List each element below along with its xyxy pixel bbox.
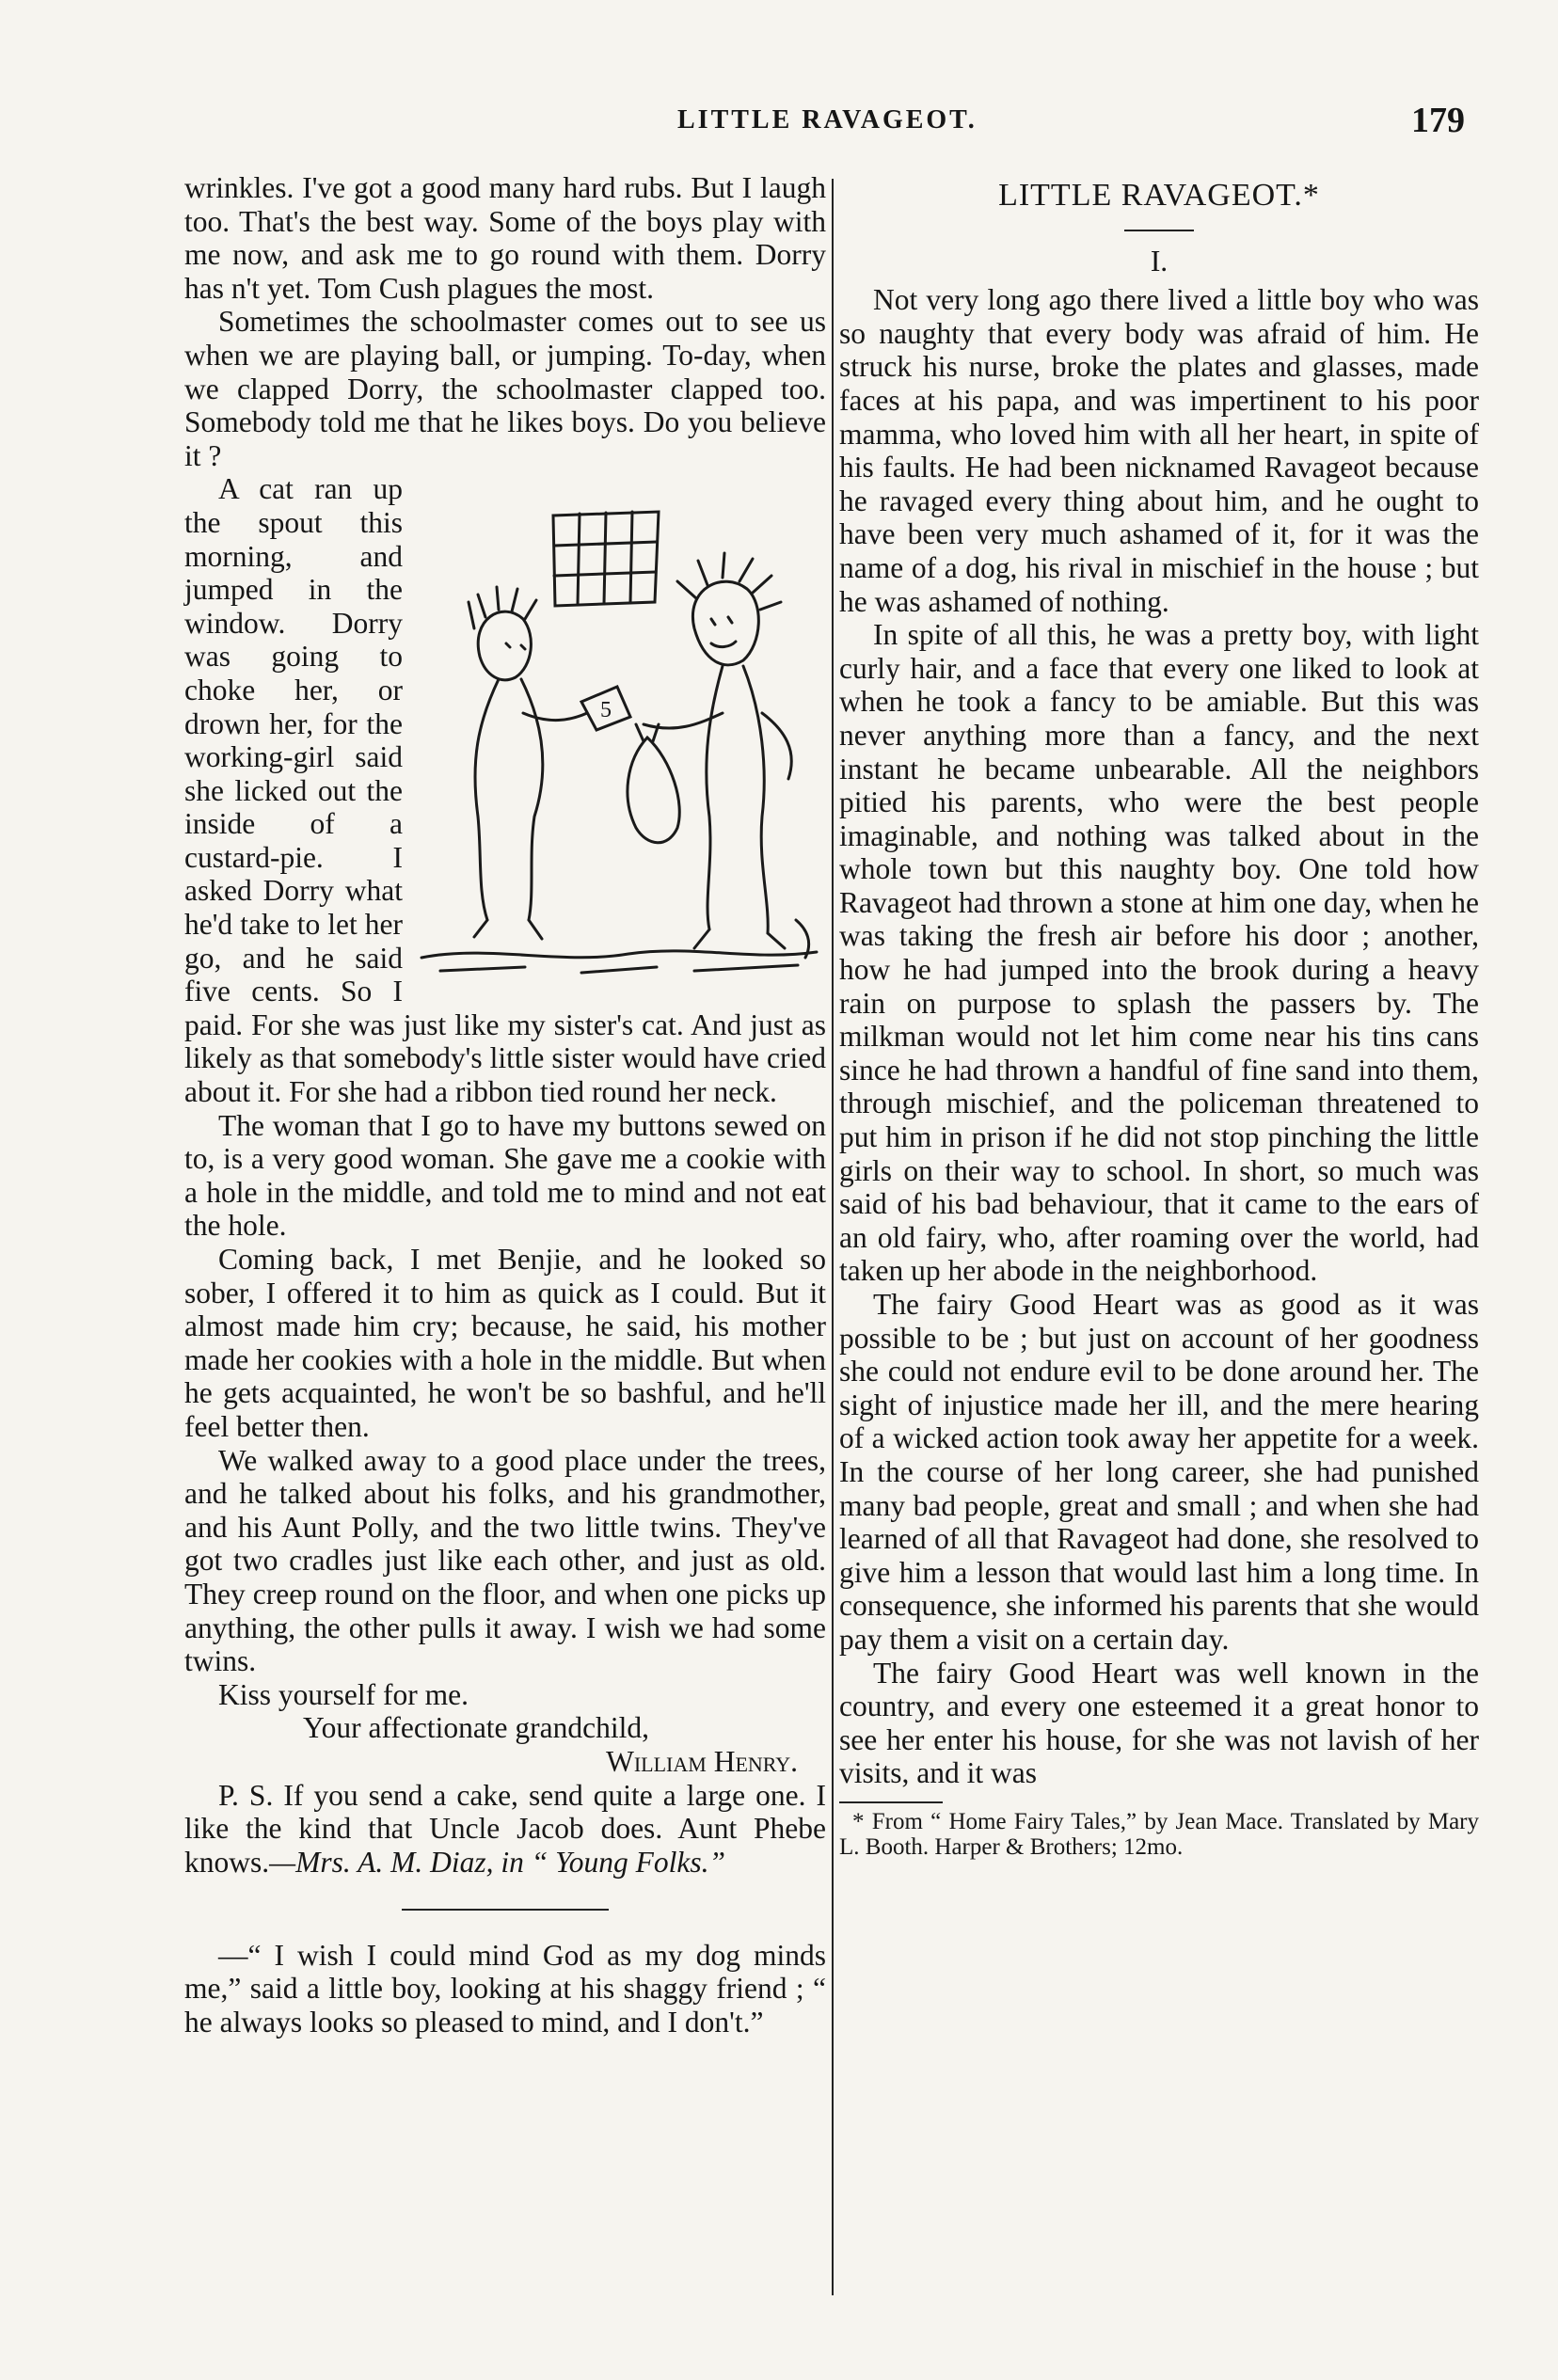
story-title: LITTLE RAVAGEOT.*: [998, 178, 1320, 213]
page-number: 179: [1411, 101, 1465, 140]
postscript: [184, 1779, 826, 1880]
running-title: LITTLE RAVAGEOT.: [677, 105, 978, 135]
column-divider: [832, 179, 834, 2295]
letter-closing: Your affectionate grandchild,: [303, 1711, 649, 1745]
paragraph: In spite of all this, he was a pretty boy, with light curly hair, and a face that every one liked to look at when he took a fancy to be amiable. But this was never anything more than a fancy, and the next instant he became unbearable. All the neighbors pitied his parents, who were the best people imaginable, and nothing was talked about in the whole town but this naughty boy. One told how Ravageot had thrown a stone at him one day, when he was taking the fresh air before his door ; another, how he had jumped into the brook during a heavy rain on purpose to splash the passers by. The milkman would not let him come near his tins cans since he had thrown a handful of fine sand into them, through mischief, and the policeman threatened to put him in prison if he did not stop pinching the little girls on their way to school. In short, so much was said of his bad behaviour, that it came to the ears of an old fairy, who, after roaming over the world, had taken up her abode in the neighborhood.: [839, 618, 1479, 1288]
section-number: I.: [1150, 244, 1168, 278]
paragraph: The woman that I go to have my buttons sewed on to, is a very good woman. She gave me a cookie with a hole in the middle, and told me to mind and not eat the hole.: [184, 1108, 826, 1243]
anecdote-paragraph: —“ I wish I could mind God as my dog minds me,” said a little boy, looking at his shaggy friend ; “ he always looks so pleased to mind, and I don't.”: [184, 1938, 826, 2039]
paragraph: Kiss yourself for me.: [218, 1677, 469, 1711]
footnote: * From “ Home Fairy Tales,” by Jean Mace. Translated by Mary L. Booth. Harper & Brothers; 12mo.: [839, 1808, 1479, 1860]
footnote-rule: [839, 1801, 943, 1803]
plate-label: 5: [600, 698, 612, 723]
boy-and-dorry-with-cat-illustration: [412, 478, 826, 988]
postscript-attribution: —Mrs. A. M. Diaz, in “ Young Folks.”: [269, 1845, 725, 1879]
paragraph: Coming back, I met Benjie, and he looked so sober, I offered it to him as quick as I could. But it almost made him cry; because, he said, his mother made her cookies with a hole in the middle. But when he gets acquainted, he won't be so bashful, and he'll feel better then.: [184, 1243, 826, 1443]
letter-signature: William Henry.: [606, 1744, 798, 1778]
postscript-text: P. S. If you send a cake, send quite a large one. I like the kind that Uncle Jacob does. Aunt Phebe knows.: [184, 1778, 826, 1879]
paragraph: The fairy Good Heart was as good as it was possible to be ; but just on account of her goodness she could not endure evil to be done around her. The sight of injustice made her ill, and the mere hearing of a wicked action took away her appetite for a week. In the course of her long career, she had punished many bad people, great and small ; and when she had learned of all that Ravageot had done, she resolved to give him a lesson that would last him a long time. In consequence, she informed his parents that she would pay them a visit on a certain day.: [839, 1288, 1479, 1656]
paragraph: The fairy Good Heart was well known in the country, and every one esteemed it a great honor to see her enter his house, for she was not lavish of her visits, and it was: [839, 1656, 1479, 1790]
title-rule: [1124, 230, 1194, 231]
paragraph: Sometimes the schoolmaster comes out to see us when we are playing ball, or jumping. To-day, when we clapped Dorry, the schoolmaster clapped too. Somebody told me that he likes boys. Do you believe it ?: [184, 305, 826, 472]
paragraph: wrinkles. I've got a good many hard rubs. But I laugh too. That's the best way. Some of the boys play with me now, and ask me to go round with them. Dorry has n't yet. Tom Cush plagues the most.: [184, 171, 826, 305]
paragraph: Not very long ago there lived a little boy who was so naughty that every body was afraid of him. He struck his nurse, broke the plates and glasses, made faces at his papa, and was impertinent to his poor mamma, who loved him with all her heart, in spite of his faults. He had been nicknamed Ravageot because he ravaged every thing about him, and he ought to have been very much ashamed of it, for it was the name of a dog, his rival in mischief in the house ; but he was ashamed of nothing.: [839, 283, 1479, 618]
paragraph: We walked away to a good place under the trees, and he talked about his folks, and his grandmother, and his Aunt Polly, and the two little twins. They've got two cradles just like each other, and just as old. They creep round on the floor, and when one picks up anything, the other pulls it away. I wish we had some twins.: [184, 1443, 826, 1678]
section-ornament: [184, 1892, 826, 1926]
illustration: [412, 478, 826, 988]
paragraph: A cat ran up the spout this morning, and jumped in the window. Dorry was going to choke her, or drown her, for the working-girl said she licked out the inside of a custard-pie. I asked Dorry what he'd take to let her go, and he said five cents. So I paid. For she was just like my sister's cat. And just as likely as that somebody's little sister would have cried about it. For she had a ribbon tied round her neck.: [184, 472, 826, 1109]
page-header: [0, 101, 1558, 152]
left-column: [184, 171, 826, 2039]
right-column: [839, 171, 1479, 1860]
